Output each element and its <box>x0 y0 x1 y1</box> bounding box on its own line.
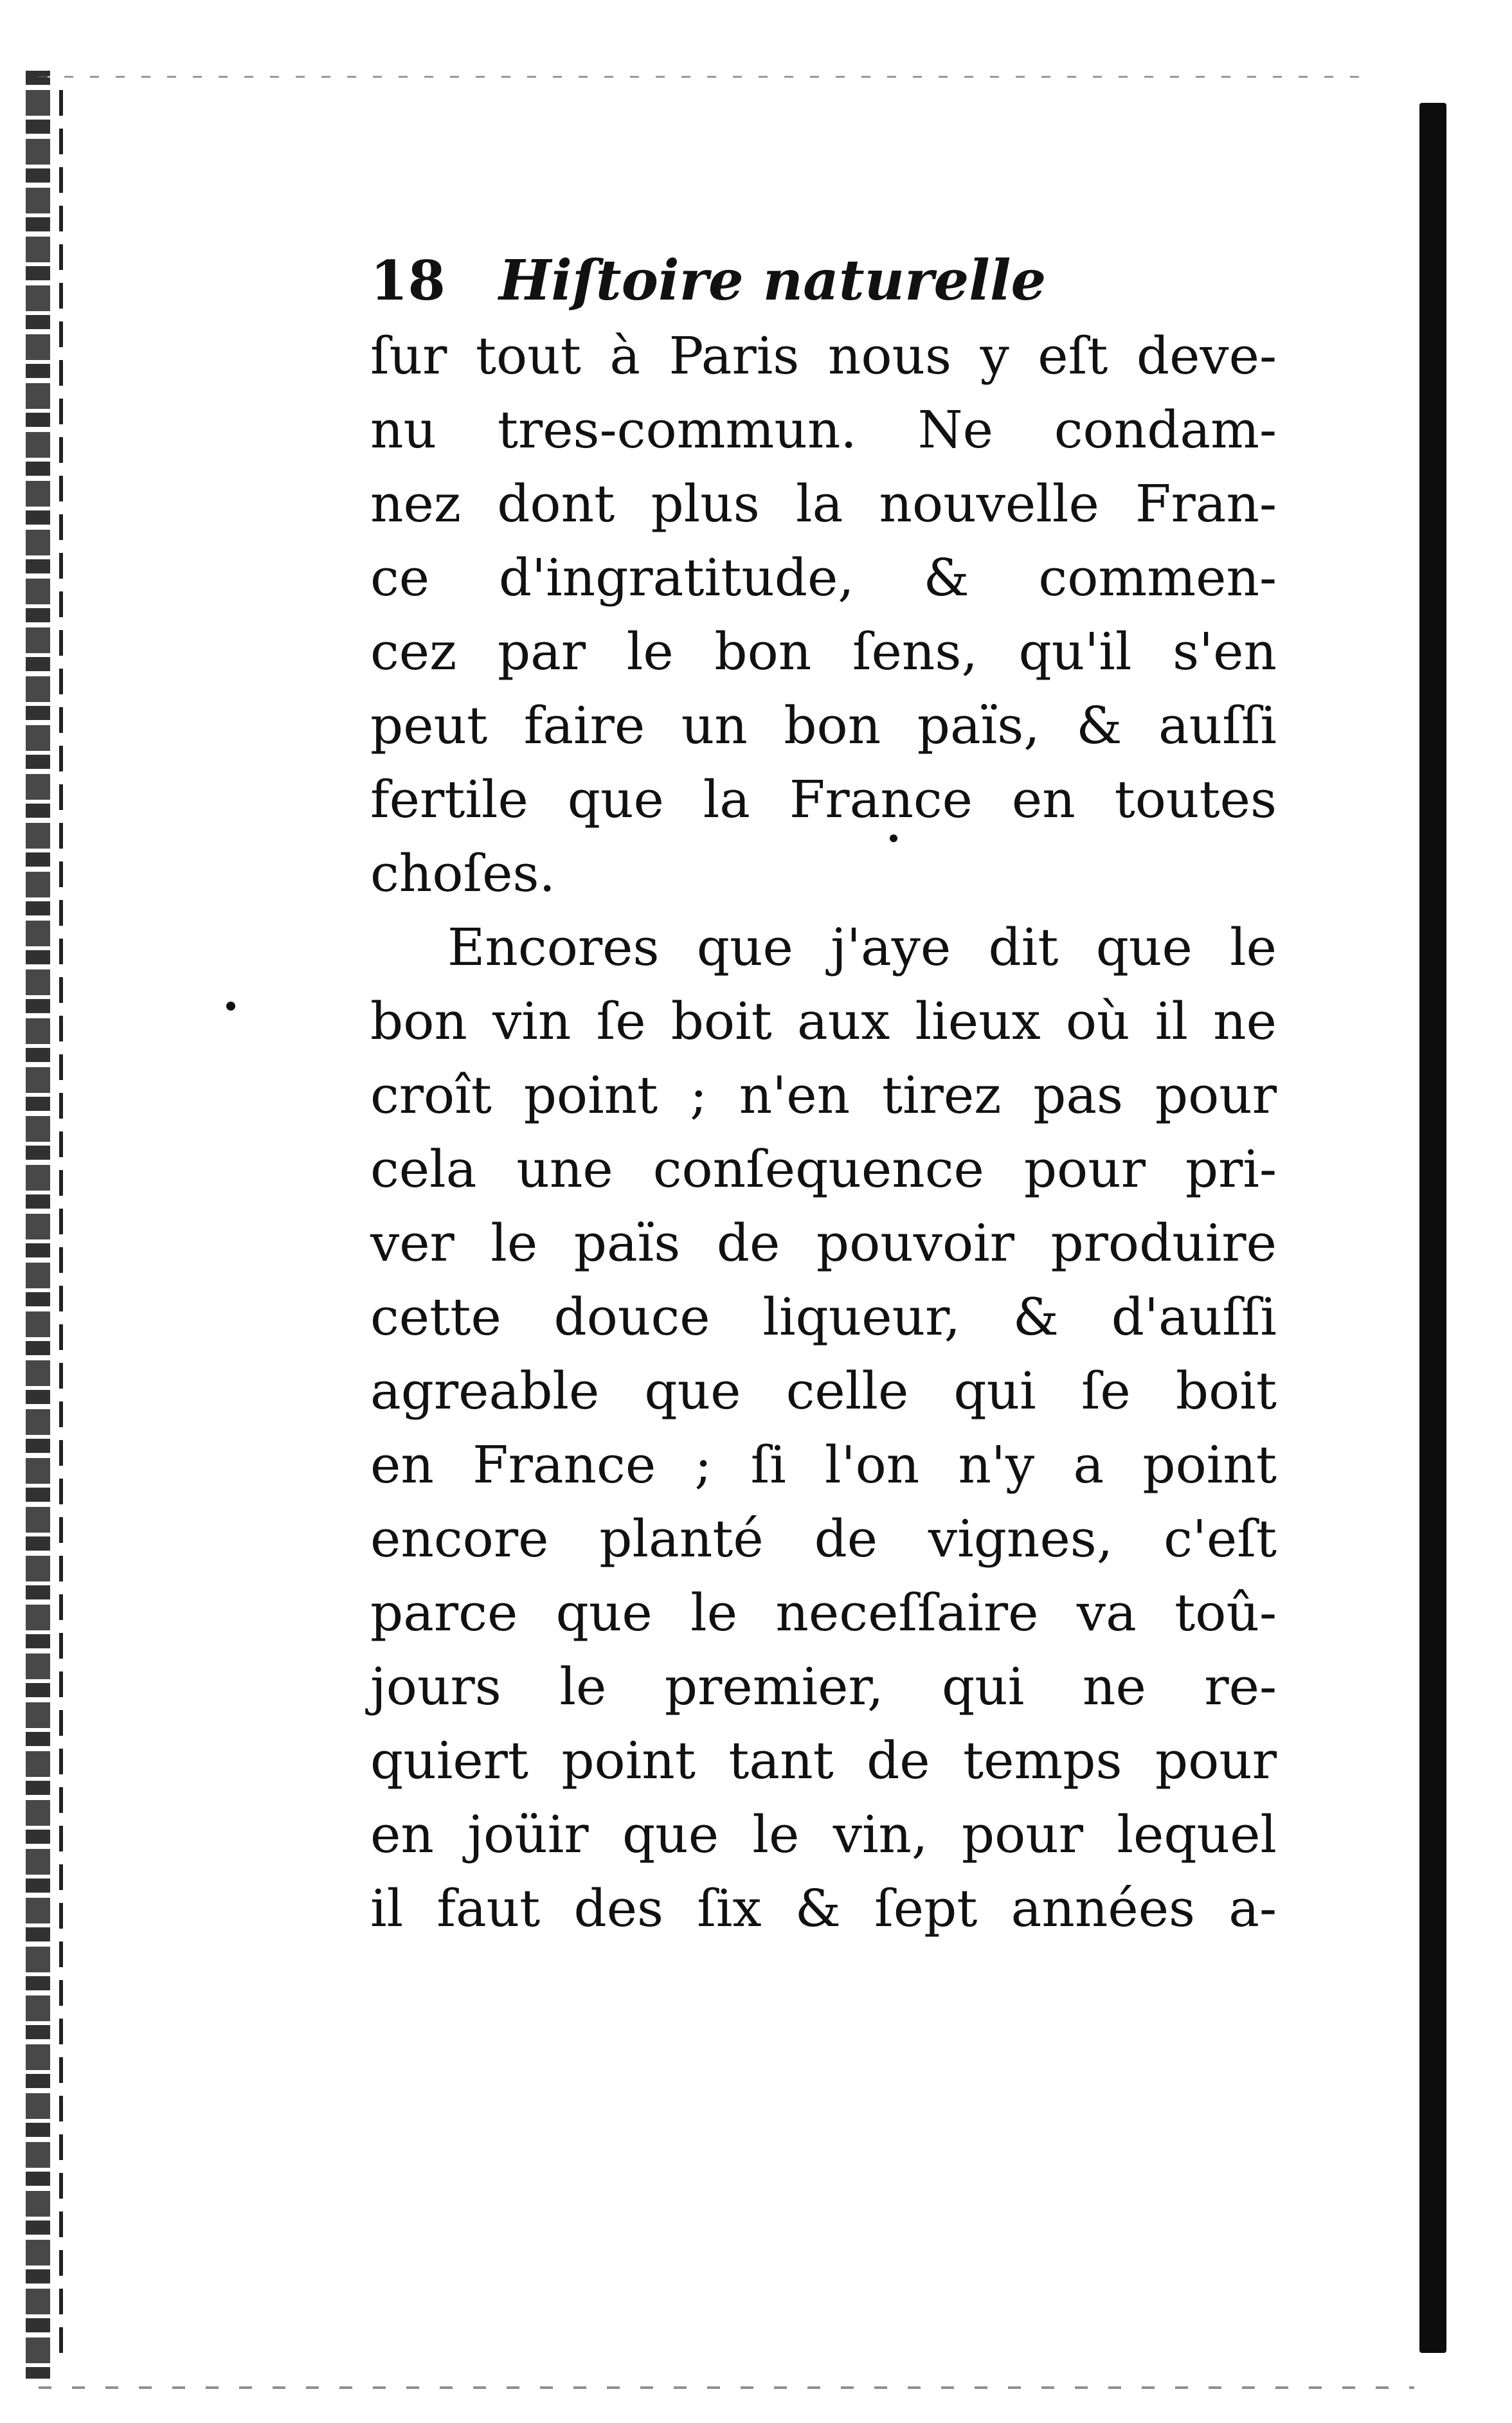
text-line: Encores que j'aye dit que le <box>447 917 1277 977</box>
text-line: en joüir que le vin, pour lequel <box>370 1805 1277 1864</box>
page-number: 18 <box>370 249 446 312</box>
page-edge-top <box>39 76 1376 78</box>
paragraph <box>370 319 1277 910</box>
page-edge-left <box>26 71 50 2379</box>
page-edge-bottom <box>39 2386 1414 2389</box>
text-line: nu tres-commun. Ne condam- <box>370 400 1277 460</box>
text-line: il faut des ſix & ſept années a- <box>370 1878 1277 1938</box>
text-line: jours le premier, qui ne re- <box>370 1657 1277 1716</box>
ink-speck <box>226 1002 235 1011</box>
text-line: ce d'ingratitude, & commen- <box>370 548 1277 608</box>
page-edge-left-inner <box>59 90 63 2366</box>
text-line: quiert point tant de temps pour <box>370 1731 1277 1790</box>
page-text <box>370 243 1277 1945</box>
text-line: choſes. <box>370 843 555 903</box>
text-line: croît point ; n'en tirez pas pour <box>370 1065 1277 1125</box>
text-line: cez par le bon ſens, qu'il s'en <box>370 622 1277 681</box>
text-line: ver le païs de pouvoir produire <box>370 1213 1277 1273</box>
paragraph <box>370 910 1277 1945</box>
text-line: ſur tout à Paris nous y eſt deve- <box>370 326 1277 386</box>
text-line: bon vin ſe boit aux lieux où il ne <box>370 991 1277 1051</box>
text-line: peut faire un bon païs, & auſſi <box>370 696 1277 755</box>
text-line: encore planté de vignes, c'eſt <box>370 1509 1277 1569</box>
running-head <box>370 243 1277 319</box>
text-line: cette douce liqueur, & d'auſſi <box>370 1287 1277 1347</box>
page-edge-right <box>1419 103 1446 2353</box>
text-line: cela une conſequence pour pri- <box>370 1139 1277 1199</box>
text-line: parce que le neceſſaire va toû- <box>370 1583 1277 1643</box>
text-line: fertile que la France en toutes <box>370 770 1277 829</box>
text-line: nez dont plus la nouvelle Fran- <box>370 474 1277 534</box>
running-title: Hiſtoire naturelle <box>499 248 1047 313</box>
text-line: en France ; ſi l'on n'y a point <box>370 1435 1277 1495</box>
text-line: agreable que celle qui ſe boit <box>370 1361 1277 1421</box>
